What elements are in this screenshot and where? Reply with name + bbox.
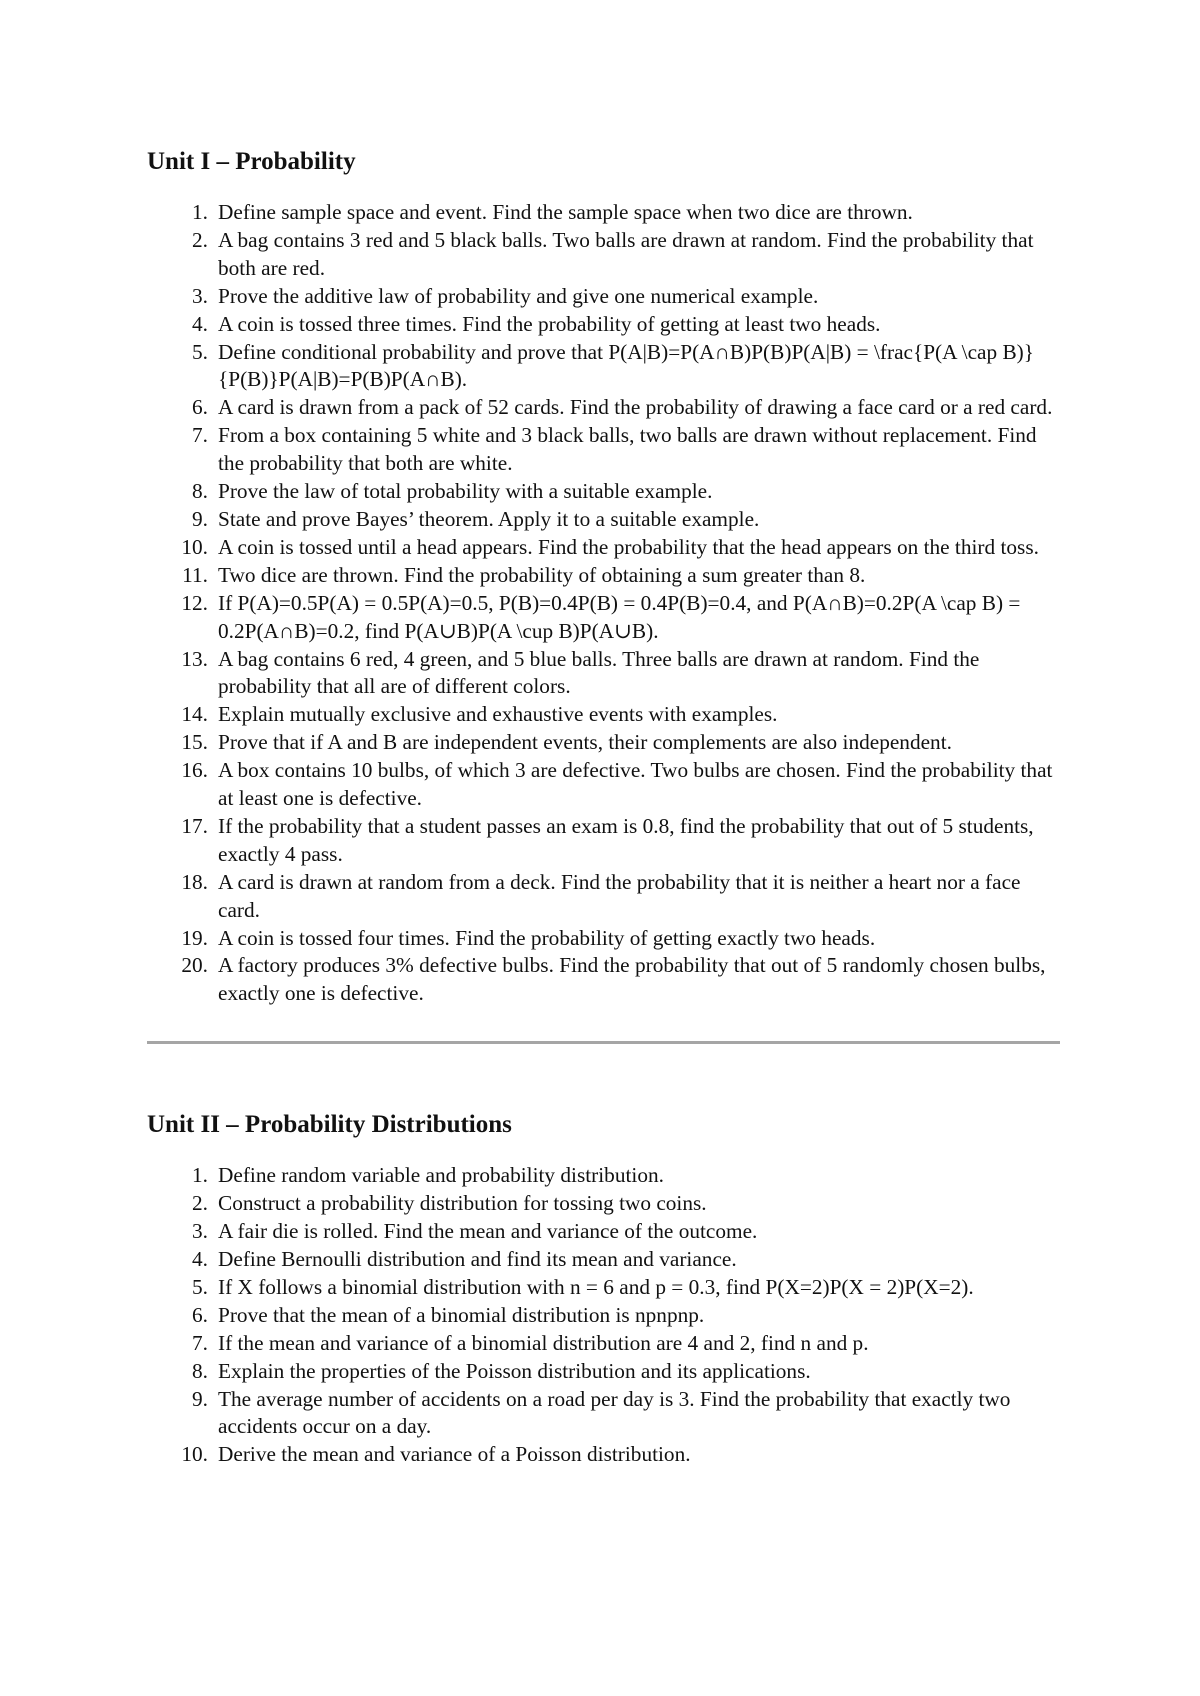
unit-1-question-list bbox=[147, 199, 1060, 1008]
question-number: 17. bbox=[181, 813, 208, 838]
question-item bbox=[147, 506, 1060, 534]
question-item bbox=[147, 869, 1060, 925]
question-item bbox=[147, 422, 1060, 478]
question-text: Prove that the mean of a binomial distribution is npnpnp. bbox=[218, 1302, 705, 1327]
question-text: A factory produces 3% defective bulbs. Find the probability that out of 5 randomly chosen bulbs, exactly one is defective. bbox=[218, 953, 1046, 1006]
unit-2-question-list bbox=[147, 1162, 1060, 1469]
question-number: 8. bbox=[192, 479, 208, 504]
question-item bbox=[147, 1302, 1060, 1330]
question-text: A box contains 10 bulbs, of which 3 are defective. Two bulbs are chosen. Find the probability that at least one is defective. bbox=[218, 758, 1053, 811]
question-item bbox=[147, 199, 1060, 227]
question-number: 14. bbox=[181, 702, 208, 727]
section-divider bbox=[147, 1041, 1060, 1044]
question-number: 2. bbox=[192, 1191, 208, 1216]
question-number: 10. bbox=[181, 534, 208, 559]
question-item bbox=[147, 1441, 1060, 1469]
question-text: Define Bernoulli distribution and find its mean and variance. bbox=[218, 1247, 737, 1271]
question-text: Explain the properties of the Poisson distribution and its applications. bbox=[218, 1358, 811, 1383]
question-text: A bag contains 6 red, 4 green, and 5 blue balls. Three balls are drawn at random. Find the probability that all are of different colors. bbox=[218, 646, 980, 699]
question-item bbox=[147, 1330, 1060, 1358]
question-item bbox=[147, 534, 1060, 562]
unit-1-heading: Unit I – Probability bbox=[147, 148, 356, 175]
question-number: 16. bbox=[181, 758, 208, 783]
question-number: 9. bbox=[192, 1386, 208, 1411]
question-item bbox=[147, 311, 1060, 339]
question-number: 18. bbox=[181, 869, 208, 894]
question-item bbox=[147, 646, 1060, 702]
question-number: 9. bbox=[192, 506, 208, 531]
question-item bbox=[147, 1218, 1060, 1246]
question-text: Prove the law of total probability with a suitable example. bbox=[218, 479, 713, 504]
question-number: 7. bbox=[192, 423, 208, 448]
question-number: 5. bbox=[192, 1274, 208, 1299]
question-item bbox=[147, 283, 1060, 311]
question-number: 10. bbox=[181, 1442, 208, 1467]
question-text: Explain mutually exclusive and exhaustive events with examples. bbox=[218, 702, 778, 727]
question-text: A card is drawn at random from a deck. Find the probability that it is neither a heart nor a face card. bbox=[218, 869, 1021, 922]
question-text: State and prove Bayes’ theorem. Apply it to a suitable example. bbox=[218, 506, 760, 531]
question-number: 19. bbox=[181, 925, 208, 950]
question-text: Prove the additive law of probability and give one numerical example. bbox=[218, 283, 819, 308]
question-number: 1. bbox=[192, 200, 208, 224]
question-item bbox=[147, 729, 1060, 757]
question-text: Construct a probability distribution for tossing two coins. bbox=[218, 1191, 707, 1216]
question-number: 4. bbox=[192, 1247, 208, 1271]
question-number: 7. bbox=[192, 1330, 208, 1355]
question-number: 12. bbox=[181, 590, 208, 615]
question-text: A coin is tossed three times. Find the probability of getting at least two heads. bbox=[218, 311, 881, 336]
question-item bbox=[147, 1246, 1060, 1274]
question-item bbox=[147, 227, 1060, 283]
question-text: From a box containing 5 white and 3 black balls, two balls are drawn without replacement. Find the probability that both are white. bbox=[218, 423, 1037, 476]
question-item bbox=[147, 1386, 1060, 1442]
question-text: If the probability that a student passes an exam is 0.8, find the probability that out of 5 students, exactly 4 pass. bbox=[218, 813, 1034, 866]
question-number: 8. bbox=[192, 1358, 208, 1383]
question-item bbox=[147, 590, 1060, 646]
question-item bbox=[147, 562, 1060, 590]
question-text: A coin is tossed until a head appears. Find the probability that the head appears on the third toss. bbox=[218, 534, 1039, 559]
question-item bbox=[147, 925, 1060, 953]
question-text: Two dice are thrown. Find the probability of obtaining a sum greater than 8. bbox=[218, 562, 866, 587]
question-text: Define conditional probability and prove that P(A|B)=P(A∩B)P(B)P(A|B) = \frac{P(A \cap B)}{P(B)}P(A|B)=P(B)P(A∩B). bbox=[218, 339, 1034, 392]
question-item bbox=[147, 813, 1060, 869]
question-text: Prove that if A and B are independent events, their complements are also independent. bbox=[218, 730, 952, 755]
question-number: 13. bbox=[181, 646, 208, 671]
question-item bbox=[147, 1190, 1060, 1218]
question-number: 2. bbox=[192, 227, 208, 252]
question-number: 15. bbox=[181, 730, 208, 755]
question-item bbox=[147, 394, 1060, 422]
question-number: 6. bbox=[192, 1302, 208, 1327]
question-number: 4. bbox=[192, 311, 208, 336]
question-text: A card is drawn from a pack of 52 cards. Find the probability of drawing a face card or a red card. bbox=[218, 395, 1053, 420]
question-text: If X follows a binomial distribution with n = 6 and p = 0.3, find P(X=2)P(X = 2)P(X=2). bbox=[218, 1274, 974, 1299]
question-text: A fair die is rolled. Find the mean and variance of the outcome. bbox=[218, 1219, 758, 1244]
question-number: 3. bbox=[192, 1219, 208, 1244]
question-text: Define sample space and event. Find the sample space when two dice are thrown. bbox=[218, 200, 913, 224]
question-item bbox=[147, 1358, 1060, 1386]
question-item bbox=[147, 478, 1060, 506]
question-item bbox=[147, 339, 1060, 395]
question-text: The average number of accidents on a road per day is 3. Find the probability that exactly two accidents occur on a day. bbox=[218, 1386, 1011, 1439]
question-text: If the mean and variance of a binomial distribution are 4 and 2, find n and p. bbox=[218, 1330, 869, 1355]
question-text: A bag contains 3 red and 5 black balls. Two balls are drawn at random. Find the probability that both are red. bbox=[218, 227, 1034, 280]
question-text: If P(A)=0.5P(A) = 0.5P(A)=0.5, P(B)=0.4P(B) = 0.4P(B)=0.4, and P(A∩B)=0.2P(A \cap B) = 0.2P(A∩B)=0.2, find P(A∪B)P(A \cup B)P(A∪B). bbox=[218, 590, 1021, 643]
question-item bbox=[147, 757, 1060, 813]
question-text: Define random variable and probability distribution. bbox=[218, 1163, 664, 1188]
question-item bbox=[147, 1274, 1060, 1302]
question-text: A coin is tossed four times. Find the probability of getting exactly two heads. bbox=[218, 925, 876, 950]
unit-2-heading: Unit II – Probability Distributions bbox=[147, 1111, 512, 1139]
question-item bbox=[147, 701, 1060, 729]
question-number: 3. bbox=[192, 283, 208, 308]
question-item bbox=[147, 1162, 1060, 1190]
question-number: 5. bbox=[192, 339, 208, 364]
question-number: 20. bbox=[181, 953, 208, 978]
question-item bbox=[147, 952, 1060, 1008]
question-number: 1. bbox=[192, 1163, 208, 1188]
question-text: Derive the mean and variance of a Poisson distribution. bbox=[218, 1442, 691, 1467]
question-number: 11. bbox=[182, 562, 208, 587]
question-number: 6. bbox=[192, 395, 208, 420]
